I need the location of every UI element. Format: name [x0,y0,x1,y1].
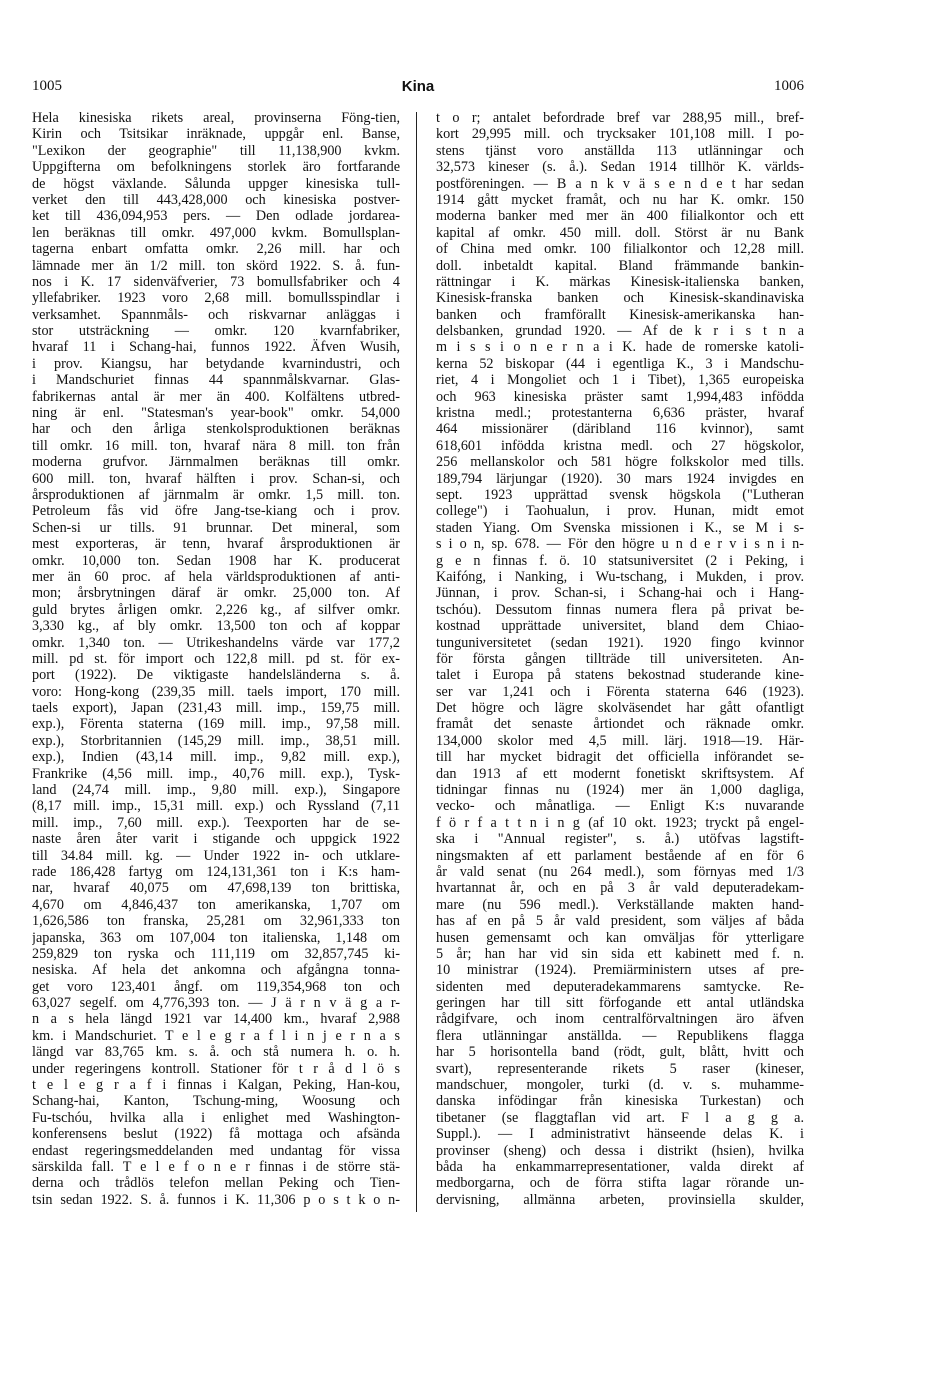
text-line: i prov. Kiangsu, har betydande kvarnindustri, och [32,355,400,372]
text-line: Hela kinesiska rikets areal, provinserna Föng-tien, [32,110,400,126]
text-line: yllefabriker. 1923 voro 2,68 mill. bomullsspindlar i [32,290,400,307]
text-line: moderna banker med mer än 400 filialkontor och ett [436,208,804,225]
text-line: Uppgifterna om befolkningens storlek äro fortfarande [32,159,400,176]
text-line: 4,670 om 4,846,437 ton amerikanska, 1,707 om [32,896,400,913]
text-line: s i o n, sp. 678. — För den högre u n d e r v i s n i n- [436,536,804,553]
text-line: exp.), Förenta staterna (169 mill. imp., 97,58 mill. [32,716,400,733]
text-line: tschóu). Dessutom finnas numera flera på privat be- [436,601,804,618]
text-line: derna och trådlös telefon mellan Peking och Tien- [32,1175,400,1192]
text-line: provinser (sheng) och dessa i distrikt (hsien), hvilka [436,1142,804,1159]
text-line: lämnade mer än 1/2 mill. ton skörd 1922. S. å. fun- [32,257,400,274]
text-line: i Mandschuriet finnas 44 spannmålskvarnar. Glas- [32,372,400,389]
page-header [32,78,804,102]
text-line: framåt det senaste årtiondet och räknade omkr. [436,716,804,733]
left-column [32,110,400,1208]
text-line: kostnad upprättade universitet, bland dem Chiao- [436,618,804,635]
text-line: danska infödingar från kinesiska Turkestan) och [436,1093,804,1110]
text-line: nos i K. 17 sidenväfverier, 73 bomullsfabriker och 4 [32,273,400,290]
text-line: omkr. 10,000 ton. Sedan 1908 har K. producerat [32,552,400,569]
text-line: 618,601 infödda kristna medl. och 27 högskolor, [436,437,804,454]
text-line: rådgifvare, och inom centralförvaltningen äro äfven [436,1011,804,1028]
text-line: till omkr. 16 mill. ton, hvaraf nära 8 mill. ton från [32,437,400,454]
text-line: kristna medl.; protestanterna 6,636 präster, hvaraf [436,405,804,422]
text-line: Frankrike (4,56 mill. imp., 40,76 mill. exp.), Tysk- [32,765,400,782]
text-line: kort 29,995 mill. och trycksaker 101,108 mill. I po- [436,126,804,143]
text-line: de högst växlande. Sålunda uppger kinesiska tull- [32,175,400,192]
text-line: voro: Hong-kong (239,35 mill. taels import, 170 mill. [32,683,400,700]
text-line: verksamhet. Spannmåls- och riskvarnar anläggas i [32,306,400,323]
text-line: geringen har till sitt förfogande ett antal utländska [436,995,804,1012]
text-line: tagerna enbart omfatta omkr. 2,26 mill. har och [32,241,400,258]
text-line: under regeringens kontroll. Stationer för t r å d l ö s [32,1060,400,1077]
text-line: doll. inbetaldt kapital. Bland främmande bankin- [436,257,804,274]
text-line: college") i Taohualun, i prov. Hunan, midt emot [436,503,804,520]
text-line: 189,794 lärjungar (1920). 30 mars 1924 invigdes en [436,470,804,487]
text-line: get voro 123,401 ångf. om 119,354,968 ton och [32,978,400,995]
text-line: has af en på 5 år vald president, som väljes af båda [436,913,804,930]
text-line: kapital af omkr. 450 mill. doll. Störst är nu Bank [436,224,804,241]
text-line: exp.), Storbritannien (145,29 mill. imp., 38,51 mill. [32,732,400,749]
left-page-number: 1005 [32,78,62,94]
text-line: 5 år; han har vid sin sida ett kabinett med f. n. [436,945,804,962]
text-line: 259,829 ton ryska och 111,119 om 32,857,745 ki- [32,945,400,962]
text-line: postföreningen. — B a n k v ä s e n d e t har sedan [436,175,804,192]
text-line: dan 1913 af ett modernt fonetiskt skriftsystem. Af [436,765,804,782]
text-line: Schang-hai, Kanton, Tschung-ming, Woosung och [32,1093,400,1110]
text-line: m i s s i o n e r n a i K. hade de romerske katoli- [436,339,804,356]
text-line: tidningar finnas nu (1924) mer än 1,000 dagliga, [436,782,804,799]
text-line: Kirin och Tsitsikar inräknade, uppgår enl. Banse, [32,126,400,143]
text-line: Schen-si ur tills. 91 brunnar. Det mineral, som [32,519,400,536]
text-line: g e n finnas f. ö. 10 statsuniversitet (2 i Peking, i [436,552,804,569]
text-line: moderna grufvor. Järnmalmen beräknas till omkr. [32,454,400,471]
text-line: ket till 436,094,953 pers. — Den odlade jordarea- [32,208,400,225]
text-line: husen gemensamt och kan omväljas för ytterligare [436,929,804,946]
text-line: sidenten med deputeradekammarens samtycke. Re- [436,978,804,995]
text-line: mandschuer, mongoler, turki (d. v. s. muhamme- [436,1077,804,1094]
text-line: till 34.84 mill. kg. — Under 1922 in- och utklare- [32,847,400,864]
text-line: Jünnan, i prov. Schan-si, i Schang-hai och i Hang- [436,585,804,602]
text-line: tibetaner (se flaggtaflan vid art. F l a g g a. [436,1109,804,1126]
text-line: 464 missionärer (däribland 116 kvinnor), samt [436,421,804,438]
text-line: mill. pd st. för import och 122,8 mill. pd st. för ex- [32,650,400,667]
text-line: tunguniversitetet (sedan 1921). 1920 fingo kvinnor [436,634,804,651]
text-line: år vald senat (nu 264 medl.), som förnyas med 1/3 [436,863,804,880]
text-line: 32,573 kineser (s. å.). Sedan 1914 tillhör K. världs- [436,159,804,176]
text-line: endast regeringsmeddelanden med undantag för vissa [32,1142,400,1159]
text-line: har 5 horisontella band (rödt, gult, blått, hvitt och [436,1044,804,1061]
text-line: nesiska. Af hela det ankomna och afgångna tonna- [32,962,400,979]
text-line: 1,626,586 ton franska, 25,281 om 32,961,333 ton [32,913,400,930]
text-line: talet i Europa på statens bekostnad studerande kine- [436,667,804,684]
text-line: omkr. 1,340 ton. — Utrikeshandelns värde var 177,2 [32,634,400,651]
text-line: för första gången tillträde till universiteten. An- [436,650,804,667]
text-line: t o r; antalet befordrade bref var 288,95 mill., bref- [436,110,804,126]
text-line: f ö r f a t t n i n g (af 10 okt. 1923; tryckt på engel- [436,814,804,831]
text-line: till har mycket bidragit det officiella införandet se- [436,749,804,766]
text-line: 600 mill. ton, hvaraf hälften i prov. Schan-si, och [32,470,400,487]
text-line: konferensens beslut (1922) få mottaga och afsända [32,1126,400,1143]
text-line: mare (nu 596 medl.). Verkställande makten hand- [436,896,804,913]
text-line: Det högre och lägre skolväsendet har gått ofantligt [436,700,804,717]
text-line: mon; årsbrytningen däraf är omkr. 25,000 ton. Af [32,585,400,602]
text-line: stens tjänst voro anställda 113 utlänningar och [436,142,804,159]
running-title: Kina [401,78,435,95]
text-line: rättningar i K. märkas Kinesisk-italienska banken, [436,273,804,290]
text-line: taels export), Japan (231,43 mill. imp., 159,75 mill. [32,700,400,717]
text-line: mill. imp., 7,60 mill. exp.). Teexporten har de se- [32,814,400,831]
text-line: flera utlänningar anställda. — Republikens flagga [436,1027,804,1044]
text-line: rade 186,428 fartyg om 124,131,361 ton i K:s ham- [32,863,400,880]
text-line: mer än 60 proc. af hela världsproduktionen af anti- [32,568,400,585]
text-line: båda ha enkammarrepresentationer, valda direkt af [436,1159,804,1175]
text-line: land (24,74 mill. imp., 9,80 mill. exp.), Singapore [32,782,400,799]
text-line: guld brytes årligen omkr. 2,226 kg., af silfver omkr. [32,601,400,618]
text-line: riet, 4 i Mongoliet och 1 i Tibet), 1,365 europeiska [436,372,804,389]
text-line: Fu-tschóu, hvilka alla i enlighet med Washington- [32,1109,400,1126]
text-line: 256 mellanskolor och 581 högre folkskolor med tills. [436,454,804,471]
text-line: (8,17 mill. imp., 15,31 mill. exp.) och Ryssland (7,11 [32,798,400,815]
text-line: staden Yiang. Om Svenska missionen i K., se M i s- [436,519,804,536]
text-line: ning är enl. "Statesman's year-book" omkr. 54,000 [32,405,400,422]
text-line: 3,330 kg., af bly omkr. 13,500 ton och af koppar [32,618,400,635]
text-line: särskilda fall. T e l e f o n e r finnas i de större stä- [32,1159,400,1175]
text-line: ser var 1,241 och i Förenta staterna 646 (1923). [436,683,804,700]
text-line: Kaifóng, i Nanking, i Wu-tschang, i Mukden, i prov. [436,568,804,585]
text-line: delsbanken, grundad 1920. — Af de k r i s t n a [436,323,804,340]
text-line: banken och framförallt Kinesisk-amerikanska han- [436,306,804,323]
text-line: hvartannat år, och en på 3 år vald deputeradekam- [436,880,804,897]
text-line: årsproduktionen af järnmalm är omkr. 1,5 mill. ton. [32,486,400,503]
column-divider [416,112,417,1212]
text-line: vecko- och månatliga. — Enligt K:s nuvarande [436,798,804,815]
text-line: exp.), Indien (43,14 mill. imp., 9,82 mill. exp.), [32,749,400,766]
text-line: svart), representerande rikets 5 raser (kineser, [436,1060,804,1077]
text-line: n a s hela längd 1921 var 14,400 km., hvaraf 2,988 [32,1011,400,1028]
text-line: Petroleum fås vid öfre Jang-tse-kiang och i prov. [32,503,400,520]
text-line: nar, hvaraf 40,075 om 47,698,139 ton brittiska, [32,880,400,897]
text-line: 10 ministrar (1924). Premiärministern utses af pre- [436,962,804,979]
text-line: "Lexikon der geographie" till 11,138,900 kvkm. [32,142,400,159]
text-line: mest exporteras, är tenn, hvaraf årsproduktionen är [32,536,400,553]
text-line: 134,000 skolor med 4,5 mill. lärj. 1918—19. Här- [436,732,804,749]
text-line: port (1922). De viktigaste handelsländerna s. å. [32,667,400,684]
text-line: sept. 1923 upprättad svensk högskola ("Lutheran [436,486,804,503]
text-line: japanska, 363 om 107,004 ton italienska, 1,148 om [32,929,400,946]
text-line: kerna 52 biskopar (44 i egentliga K., 3 i Mandschu- [436,355,804,372]
text-line: stor utsträckning — omkr. 120 kvarnfabriker, [32,323,400,340]
text-line: t e l e g r a f i finnas i Kalgan, Peking, Han-kou, [32,1077,400,1094]
text-line: tsin sedan 1922. S. å. funnos i K. 11,306 p o s t k o n- [32,1191,400,1208]
text-line: naste åren åter varit i stigande och uppgick 1922 [32,831,400,848]
text-line: Kinesisk-franska banken och Kinesisk-skandinaviska [436,290,804,307]
text-line: och 963 kinesiska präster samt 1,994,483 infödda [436,388,804,405]
text-line: ningsmakten af ett parlament bestående af en för 6 [436,847,804,864]
text-line: fabrikernas antal är mer än 400. Kolfältens utbred- [32,388,400,405]
text-line: km. i Mandschuriet. T e l e g r a f l i n j e r n a s [32,1027,400,1044]
text-line: Suppl.). — I administrativt hänseende delas K. i [436,1126,804,1143]
text-line: har och den årliga stenkolsproduktionen beräknas [32,421,400,438]
text-line: ska i "Annual register", s. å.) utöfvas lagstift- [436,831,804,848]
text-line: längd var 83,765 km. s. å. och stå numera h. o. h. [32,1044,400,1061]
text-line: verket den till 443,428,000 och kinesiska postver- [32,191,400,208]
text-line: medborgarna, och de förra stifta lagar rörande un- [436,1175,804,1192]
text-line: of China med omkr. 100 filialkontor och 12,28 mill. [436,241,804,258]
text-line: 1914 gått mycket framåt, och nu har K. omkr. 150 [436,191,804,208]
text-line: len beräknas till omkr. 497,000 kvkm. Bomullsplan- [32,224,400,241]
right-column [436,110,804,1208]
right-page-number: 1006 [774,78,804,94]
text-line: dervisning, allmänna arbeten, provinsiella skulder, [436,1191,804,1208]
text-line: hvaraf 11 i Schang-hai, funnos 1922. Äfven Wusih, [32,339,400,356]
text-line: 63,027 segelf. om 4,776,393 ton. — J ä r n v ä g a r- [32,995,400,1012]
